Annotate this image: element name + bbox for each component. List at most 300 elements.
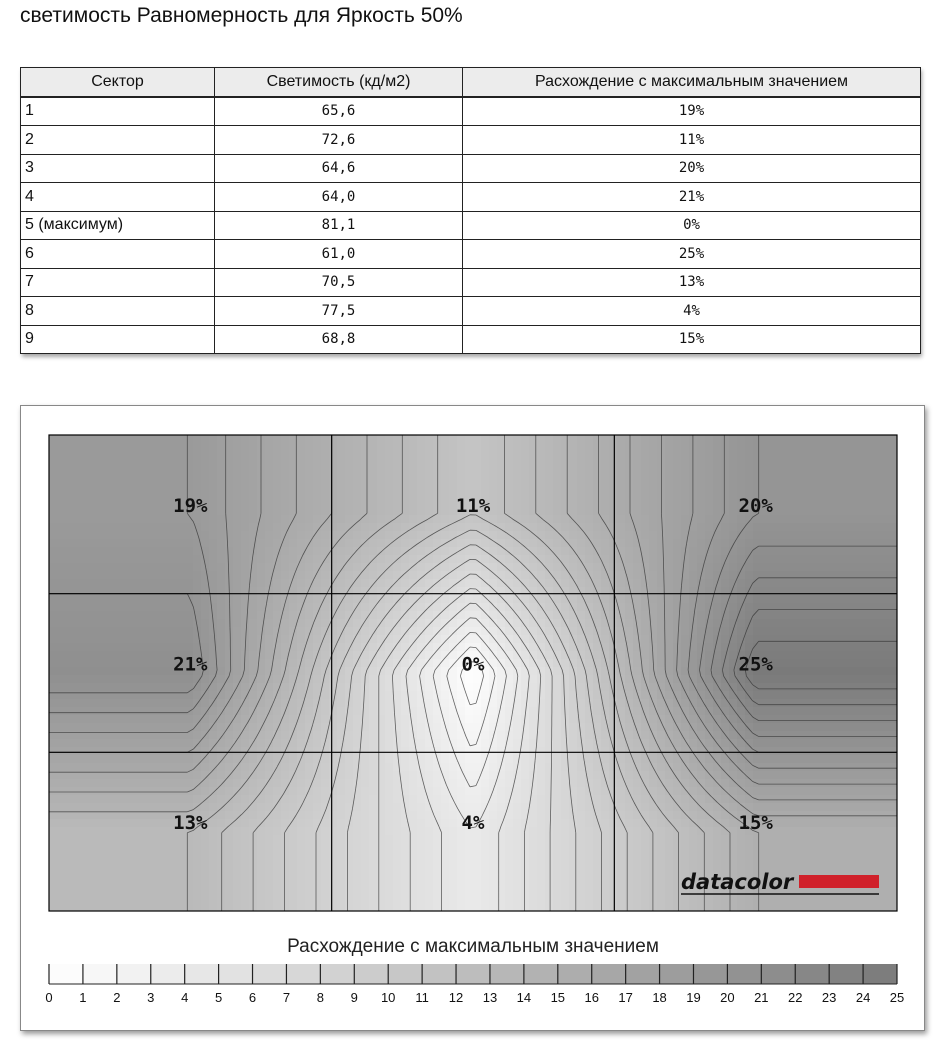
heatmap-shade-cell (313, 779, 322, 788)
heatmap-shade-cell (161, 667, 170, 676)
heatmap-shade-cell (49, 699, 58, 708)
heatmap-shade-cell (601, 491, 610, 500)
heatmap-shade-cell (305, 707, 314, 716)
heatmap-shade-cell (73, 739, 82, 748)
heatmap-shade-cell (809, 435, 818, 444)
heatmap-shade-cell (377, 435, 386, 444)
heatmap-shade-cell (889, 635, 898, 644)
heatmap-shade-cell (113, 683, 122, 692)
heatmap-shade-cell (201, 611, 210, 620)
heatmap-shade-cell (785, 667, 794, 676)
heatmap-shade-cell (889, 707, 898, 716)
heatmap-shade-cell (417, 451, 426, 460)
heatmap-shade-cell (113, 755, 122, 764)
sector-cell: 4 (21, 183, 215, 212)
heatmap-shade-cell (521, 675, 530, 684)
heatmap-shade-cell (257, 531, 266, 540)
heatmap-shade-cell (81, 619, 90, 628)
heatmap-shade-cell (297, 619, 306, 628)
heatmap-shade-cell (817, 491, 826, 500)
heatmap-shade-cell (113, 563, 122, 572)
heatmap-shade-cell (489, 491, 498, 500)
heatmap-shade-cell (889, 787, 898, 796)
heatmap-shade-cell (817, 595, 826, 604)
heatmap-shade-cell (609, 547, 618, 556)
heatmap-shade-cell (769, 619, 778, 628)
heatmap-shade-cell (345, 579, 354, 588)
heatmap-shade-cell (145, 563, 154, 572)
heatmap-shade-cell (337, 451, 346, 460)
heatmap-shade-cell (553, 443, 562, 452)
heatmap-shade-cell (113, 603, 122, 612)
heatmap-shade-cell (665, 651, 674, 660)
heatmap-shade-cell (657, 707, 666, 716)
heatmap-shade-cell (553, 475, 562, 484)
heatmap-shade-cell (793, 595, 802, 604)
heatmap-shade-cell (153, 611, 162, 620)
heatmap-shade-cell (801, 483, 810, 492)
heatmap-shade-cell (233, 531, 242, 540)
heatmap-shade-cell (329, 787, 338, 796)
heatmap-shade-cell (721, 507, 730, 516)
heatmap-shade-cell (577, 603, 586, 612)
heatmap-shade-cell (601, 483, 610, 492)
heatmap-shade-cell (817, 651, 826, 660)
heatmap-shade-cell (209, 531, 218, 540)
heatmap-shade-cell (889, 795, 898, 804)
heatmap-shade-cell (105, 547, 114, 556)
heatmap-shade-cell (305, 603, 314, 612)
heatmap-shade-cell (521, 771, 530, 780)
heatmap-shade-cell (201, 523, 210, 532)
heatmap-shade-cell (737, 771, 746, 780)
heatmap-shade-cell (145, 451, 154, 460)
heatmap-shade-cell (609, 683, 618, 692)
heatmap-shade-cell (49, 723, 58, 732)
heatmap-shade-cell (505, 459, 514, 468)
heatmap-shade-cell (81, 491, 90, 500)
heatmap-shade-cell (657, 771, 666, 780)
heatmap-shade-cell (89, 635, 98, 644)
heatmap-shade-cell (833, 755, 842, 764)
heatmap-shade-cell (449, 451, 458, 460)
heatmap-shade-cell (385, 723, 394, 732)
heatmap-shade-cell (641, 435, 650, 444)
heatmap-shade-cell (305, 451, 314, 460)
heatmap-shade-cell (745, 571, 754, 580)
heatmap-shade-cell (793, 483, 802, 492)
heatmap-shade-cell (169, 699, 178, 708)
heatmap-shade-cell (321, 699, 330, 708)
heatmap-shade-cell (473, 443, 482, 452)
heatmap-shade-cell (209, 547, 218, 556)
heatmap-shade-cell (617, 747, 626, 756)
heatmap-shade-cell (97, 715, 106, 724)
heatmap-shade-cell (481, 571, 490, 580)
heatmap-shade-cell (49, 747, 58, 756)
heatmap-shade-cell (865, 459, 874, 468)
heatmap-shade-cell (273, 523, 282, 532)
heatmap-shade-cell (745, 539, 754, 548)
heatmap-shade-cell (777, 443, 786, 452)
heatmap-shade-cell (209, 715, 218, 724)
heatmap-shade-cell (425, 747, 434, 756)
heatmap-shade-cell (153, 531, 162, 540)
heatmap-shade-cell (57, 491, 66, 500)
heatmap-shade-cell (793, 547, 802, 556)
heatmap-shade-cell (521, 651, 530, 660)
heatmap-shade-cell (761, 611, 770, 620)
heatmap-shade-cell (105, 683, 114, 692)
heatmap-shade-cell (857, 747, 866, 756)
heatmap-shade-cell (225, 715, 234, 724)
heatmap-shade-cell (673, 475, 682, 484)
heatmap-shade-cell (73, 499, 82, 508)
heatmap-shade-cell (153, 459, 162, 468)
heatmap-shade-cell (129, 723, 138, 732)
heatmap-shade-cell (329, 723, 338, 732)
heatmap-shade-cell (329, 755, 338, 764)
heatmap-shade-cell (305, 507, 314, 516)
heatmap-shade-cell (601, 579, 610, 588)
heatmap-shade-cell (257, 563, 266, 572)
heatmap-shade-cell (105, 755, 114, 764)
heatmap-shade-cell (305, 747, 314, 756)
heatmap-shade-cell (689, 579, 698, 588)
heatmap-shade-cell (537, 563, 546, 572)
heatmap-shade-cell (865, 555, 874, 564)
heatmap-shade-cell (225, 651, 234, 660)
heatmap-shade-cell (721, 459, 730, 468)
heatmap-shade-cell (601, 795, 610, 804)
heatmap-shade-cell (537, 643, 546, 652)
heatmap-shade-cell (81, 627, 90, 636)
heatmap-shade-cell (449, 755, 458, 764)
heatmap-shade-cell (361, 707, 370, 716)
heatmap-shade-cell (241, 579, 250, 588)
heatmap-shade-cell (425, 595, 434, 604)
heatmap-shade-cell (265, 523, 274, 532)
heatmap-shade-cell (177, 683, 186, 692)
heatmap-shade-cell (409, 675, 418, 684)
heatmap-shade-cell (385, 539, 394, 548)
heatmap-shade-cell (313, 499, 322, 508)
heatmap-shade-cell (137, 627, 146, 636)
heatmap-shade-cell (641, 467, 650, 476)
heatmap-shade-cell (369, 563, 378, 572)
heatmap-shade-cell (817, 675, 826, 684)
heatmap-shade-cell (409, 723, 418, 732)
heatmap-shade-cell (505, 699, 514, 708)
heatmap-shade-cell (153, 659, 162, 668)
heatmap-shade-cell (505, 611, 514, 620)
heatmap-shade-cell (633, 635, 642, 644)
heatmap-shade-cell (889, 691, 898, 700)
heatmap-shade-cell (73, 635, 82, 644)
heatmap-shade-cell (641, 763, 650, 772)
heatmap-shade-cell (697, 579, 706, 588)
heatmap-shade-cell (801, 459, 810, 468)
heatmap-shade-cell (625, 563, 634, 572)
heatmap-shade-cell (377, 715, 386, 724)
heatmap-shade-cell (801, 555, 810, 564)
heatmap-shade-cell (145, 595, 154, 604)
heatmap-shade-cell (49, 795, 58, 804)
heatmap-shade-cell (593, 771, 602, 780)
heatmap-shade-cell (97, 803, 106, 812)
heatmap-shade-cell (537, 619, 546, 628)
heatmap-shade-cell (489, 515, 498, 524)
heatmap-shade-cell (345, 523, 354, 532)
heatmap-shade-cell (257, 595, 266, 604)
heatmap-shade-cell (465, 715, 474, 724)
heatmap-shade-cell (561, 499, 570, 508)
heatmap-shade-cell (161, 611, 170, 620)
heatmap-shade-cell (281, 627, 290, 636)
heatmap-shade-cell (849, 507, 858, 516)
heatmap-shade-cell (57, 715, 66, 724)
heatmap-shade-cell (233, 675, 242, 684)
heatmap-shade-cell (713, 611, 722, 620)
heatmap-shade-cell (737, 731, 746, 740)
heatmap-shade-cell (601, 547, 610, 556)
heatmap-shade-cell (153, 467, 162, 476)
heatmap-shade-cell (705, 435, 714, 444)
heatmap-shade-cell (889, 619, 898, 628)
heatmap-shade-cell (113, 531, 122, 540)
heatmap-shade-cell (889, 755, 898, 764)
heatmap-shade-cell (217, 659, 226, 668)
heatmap-shade-cell (641, 531, 650, 540)
heatmap-shade-cell (361, 483, 370, 492)
heatmap-shade-cell (337, 707, 346, 716)
heatmap-shade-cell (161, 531, 170, 540)
heatmap-shade-cell (265, 483, 274, 492)
heatmap-shade-cell (281, 683, 290, 692)
heatmap-shade-cell (801, 435, 810, 444)
heatmap-shade-cell (329, 523, 338, 532)
heatmap-shade-cell (833, 779, 842, 788)
heatmap-shade-cell (729, 707, 738, 716)
heatmap-shade-cell (265, 715, 274, 724)
heatmap-shade-cell (777, 595, 786, 604)
heatmap-shade-cell (249, 555, 258, 564)
heatmap-shade-cell (265, 539, 274, 548)
heatmap-shade-cell (385, 683, 394, 692)
heatmap-shade-cell (289, 651, 298, 660)
heatmap-shade-cell (681, 755, 690, 764)
heatmap-shade-cell (65, 611, 74, 620)
heatmap-shade-cell (361, 611, 370, 620)
heatmap-shade-cell (305, 787, 314, 796)
heatmap-shade-cell (249, 691, 258, 700)
heatmap-shade-cell (841, 547, 850, 556)
heatmap-shade-cell (409, 475, 418, 484)
heatmap-shade-cell (265, 499, 274, 508)
heatmap-shade-cell (153, 747, 162, 756)
heatmap-shade-cell (401, 627, 410, 636)
sector-cell: 3 (21, 154, 215, 183)
heatmap-shade-cell (209, 731, 218, 740)
heatmap-shade-cell (297, 547, 306, 556)
heatmap-shade-cell (881, 659, 890, 668)
heatmap-shade-cell (585, 467, 594, 476)
heatmap-shade-cell (57, 571, 66, 580)
heatmap-shade-cell (697, 531, 706, 540)
heatmap-shade-cell (809, 731, 818, 740)
heatmap-shade-cell (849, 683, 858, 692)
heatmap-shade-cell (777, 611, 786, 620)
heatmap-shade-cell (857, 763, 866, 772)
heatmap-shade-cell (513, 547, 522, 556)
heatmap-shade-cell (393, 651, 402, 660)
heatmap-shade-cell (113, 779, 122, 788)
heatmap-shade-cell (729, 643, 738, 652)
heatmap-shade-cell (345, 763, 354, 772)
heatmap-shade-cell (545, 651, 554, 660)
heatmap-shade-cell (89, 603, 98, 612)
heatmap-shade-cell (801, 563, 810, 572)
heatmap-shade-cell (193, 451, 202, 460)
heatmap-shade-cell (889, 675, 898, 684)
heatmap-shade-cell (785, 723, 794, 732)
heatmap-shade-cell (361, 731, 370, 740)
heatmap-shade-cell (473, 795, 482, 804)
heatmap-shade-cell (561, 675, 570, 684)
heatmap-shade-cell (217, 699, 226, 708)
heatmap-shade-cell (753, 611, 762, 620)
heatmap-shade-cell (473, 531, 482, 540)
heatmap-shade-cell (105, 451, 114, 460)
heatmap-shade-cell (649, 771, 658, 780)
heatmap-shade-cell (289, 611, 298, 620)
heatmap-shade-cell (817, 435, 826, 444)
heatmap-shade-cell (177, 779, 186, 788)
heatmap-shade-cell (57, 675, 66, 684)
heatmap-shade-cell (697, 539, 706, 548)
heatmap-shade-cell (545, 539, 554, 548)
heatmap-shade-cell (81, 563, 90, 572)
heatmap-shade-cell (457, 531, 466, 540)
heatmap-shade-cell (57, 579, 66, 588)
heatmap-shade-cell (609, 483, 618, 492)
heatmap-shade-cell (121, 603, 130, 612)
heatmap-shade-cell (129, 747, 138, 756)
heatmap-shade-cell (585, 755, 594, 764)
heatmap-shade-cell (785, 715, 794, 724)
heatmap-shade-cell (793, 731, 802, 740)
heatmap-shade-cell (353, 507, 362, 516)
heatmap-shade-cell (473, 459, 482, 468)
heatmap-shade-cell (553, 603, 562, 612)
heatmap-shade-cell (833, 595, 842, 604)
heatmap-shade-cell (425, 483, 434, 492)
heatmap-shade-cell (625, 483, 634, 492)
heatmap-shade-cell (161, 539, 170, 548)
heatmap-shade-cell (849, 563, 858, 572)
heatmap-shade-cell (65, 723, 74, 732)
heatmap-shade-cell (761, 731, 770, 740)
heatmap-shade-cell (137, 595, 146, 604)
heatmap-shade-cell (721, 595, 730, 604)
heatmap-shade-cell (417, 467, 426, 476)
heatmap-shade-cell (657, 659, 666, 668)
heatmap-shade-cell (881, 547, 890, 556)
heatmap-shade-cell (153, 523, 162, 532)
heatmap-shade-cell (249, 595, 258, 604)
heatmap-shade-cell (241, 707, 250, 716)
heatmap-shade-cell (209, 571, 218, 580)
heatmap-shade-cell (257, 803, 266, 812)
heatmap-shade-cell (753, 699, 762, 708)
heatmap-shade-cell (225, 491, 234, 500)
heatmap-shade-cell (217, 731, 226, 740)
heatmap-shade-cell (417, 803, 426, 812)
heatmap-shade-cell (833, 459, 842, 468)
heatmap-shade-cell (81, 603, 90, 612)
heatmap-shade-cell (241, 659, 250, 668)
heatmap-shade-cell (289, 547, 298, 556)
heatmap-shade-cell (833, 547, 842, 556)
heatmap-shade-cell (185, 683, 194, 692)
heatmap-shade-cell (249, 603, 258, 612)
heatmap-shade-cell (825, 779, 834, 788)
heatmap-shade-cell (881, 459, 890, 468)
heatmap-shade-cell (353, 563, 362, 572)
heatmap-shade-cell (745, 435, 754, 444)
heatmap-shade-cell (353, 579, 362, 588)
heatmap-shade-cell (801, 635, 810, 644)
heatmap-shade-cell (217, 443, 226, 452)
heatmap-shade-cell (321, 499, 330, 508)
heatmap-shade-cell (817, 779, 826, 788)
heatmap-shade-cell (49, 499, 58, 508)
heatmap-shade-cell (817, 619, 826, 628)
heatmap-shade-cell (81, 643, 90, 652)
heatmap-shade-cell (745, 795, 754, 804)
heatmap-shade-cell (849, 667, 858, 676)
heatmap-shade-cell (633, 483, 642, 492)
heatmap-shade-cell (57, 443, 66, 452)
heatmap-shade-cell (825, 475, 834, 484)
heatmap-shade-cell (825, 787, 834, 796)
heatmap-shade-cell (81, 459, 90, 468)
heatmap-shade-cell (721, 571, 730, 580)
heatmap-shade-cell (865, 771, 874, 780)
heatmap-shade-cell (121, 467, 130, 476)
heatmap-shade-cell (73, 563, 82, 572)
heatmap-shade-cell (337, 771, 346, 780)
heatmap-shade-cell (489, 771, 498, 780)
heatmap-shade-cell (321, 459, 330, 468)
heatmap-shade-cell (393, 683, 402, 692)
heatmap-shade-cell (593, 763, 602, 772)
heatmap-shade-cell (881, 699, 890, 708)
heatmap-shade-cell (313, 667, 322, 676)
heatmap-shade-cell (809, 699, 818, 708)
heatmap-shade-cell (801, 571, 810, 580)
heatmap-shade-cell (401, 739, 410, 748)
heatmap-shade-cell (777, 627, 786, 636)
heatmap-shade-cell (201, 763, 210, 772)
heatmap-shade-cell (385, 467, 394, 476)
heatmap-shade-cell (873, 507, 882, 516)
heatmap-shade-cell (521, 795, 530, 804)
heatmap-shade-cell (297, 515, 306, 524)
heatmap-shade-cell (745, 611, 754, 620)
heatmap-shade-cell (793, 571, 802, 580)
heatmap-shade-cell (441, 659, 450, 668)
